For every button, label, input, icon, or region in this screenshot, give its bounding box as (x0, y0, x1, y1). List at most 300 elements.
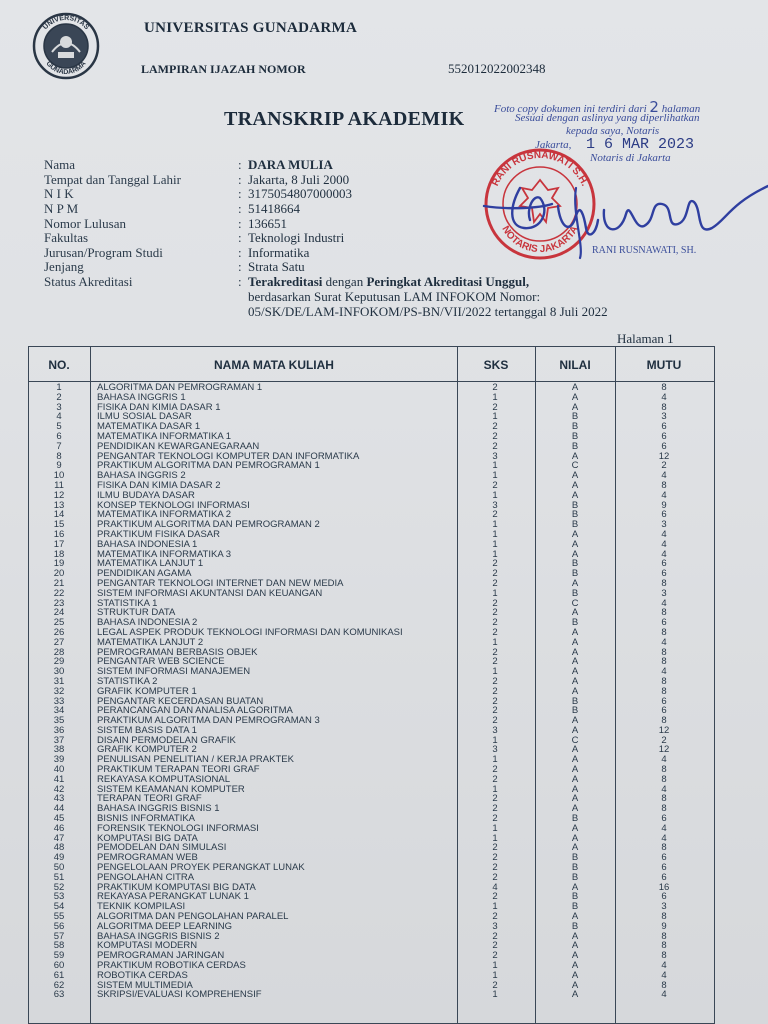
lampiran-label: LAMPIRAN IJAZAH NOMOR (141, 62, 306, 76)
course-number: 10 (53, 470, 65, 482)
course-sks: 2 (492, 803, 498, 815)
course-mutu: 4 (661, 528, 667, 540)
course-mutu: 6 (661, 705, 667, 717)
course-name: PEMODELAN DAN SIMULASI (97, 842, 227, 854)
course-name: SISTEM KEAMANAN KOMPUTER (97, 783, 245, 795)
course-name: ILMU BUDAYA DASAR (97, 489, 195, 501)
university-name: UNIVERSITAS GUNADARMA (144, 20, 358, 36)
course-grade: A (571, 675, 579, 687)
course-number: 37 (53, 734, 65, 746)
course-sks: 2 (492, 430, 498, 442)
course-sks: 2 (492, 871, 498, 883)
logo-text-bottom: GUNADARMA (44, 60, 88, 77)
course-number: 49 (53, 852, 65, 864)
course-mutu: 3 (661, 519, 667, 531)
course-name: ILMU SOSIAL DASAR (97, 411, 192, 423)
course-name: BAHASA INGGRIS BISNIS 2 (97, 930, 220, 942)
course-mutu: 8 (661, 607, 667, 619)
course-grade: A (571, 969, 579, 981)
course-mutu: 4 (661, 960, 667, 972)
course-number: 16 (53, 528, 65, 540)
course-number: 50 (53, 862, 65, 874)
course-name: ALGORITMA DEEP LEARNING (97, 920, 232, 932)
notary-line-5: Notaris di Jakarta (590, 152, 671, 164)
transcript-table (28, 346, 715, 1024)
course-name: MATEMATIKA INFORMATIKA 1 (97, 430, 232, 442)
course-number: 11 (54, 479, 64, 491)
course-number: 39 (53, 754, 65, 766)
course-mutu: 16 (658, 881, 670, 893)
course-name: PRAKTIKUM ALGORITMA DAN PEMROGRAMAN 2 (97, 519, 320, 531)
birth-label: Tempat dan Tanggal Lahir (44, 172, 181, 187)
university-logo (28, 12, 104, 80)
graduate-number-label: Nomor Lulusan (44, 216, 126, 231)
course-number: 23 (53, 597, 65, 609)
course-grade: B (571, 558, 579, 570)
course-sks: 2 (492, 656, 498, 668)
course-grade: A (571, 822, 579, 834)
course-sks: 2 (492, 568, 498, 580)
accreditation-rank: Peringkat Akreditasi Unggul, (366, 274, 530, 289)
course-sks: 1 (492, 989, 498, 1001)
course-name: MATEMATIKA LANJUT 1 (97, 558, 204, 570)
course-mutu: 6 (661, 852, 667, 864)
notary-line-3: kepada saya, Notaris (566, 125, 660, 137)
course-grade: B (571, 891, 579, 903)
course-name: KOMPUTASI BIG DATA (97, 832, 198, 844)
course-grade: A (571, 881, 579, 893)
course-grade: A (571, 960, 579, 972)
course-number: 61 (53, 969, 65, 981)
course-number: 20 (53, 568, 65, 580)
course-number: 42 (53, 783, 65, 795)
course-sks: 2 (492, 852, 498, 864)
course-sks: 1 (492, 969, 498, 981)
graduate-number-value: 136651 (248, 216, 287, 231)
header-no: NO. (48, 358, 70, 372)
course-sks: 2 (492, 930, 498, 942)
course-sks: 2 (492, 695, 498, 707)
colon: : (238, 216, 242, 231)
faculty-label: Fakultas (44, 230, 89, 245)
course-sks: 2 (492, 382, 498, 393)
level-label: Jenjang (44, 259, 84, 274)
course-grade: A (571, 401, 579, 413)
course-mutu: 12 (658, 450, 670, 462)
npm-value: 51418664 (248, 201, 300, 216)
course-sks: 1 (492, 666, 498, 678)
course-grade: B (571, 568, 579, 580)
course-grade: A (571, 832, 579, 844)
course-name: BISNIS INFORMATIKA (97, 813, 196, 825)
course-grade: B (571, 587, 579, 599)
notary-name: RANI RUSNAWATI, SH. (592, 245, 697, 256)
course-sks: 3 (492, 724, 498, 736)
course-number: 53 (53, 891, 65, 903)
course-number: 34 (53, 705, 65, 717)
course-grade: A (571, 930, 579, 942)
course-sks: 2 (492, 401, 498, 413)
course-number: 59 (53, 950, 65, 962)
course-grade: A (571, 724, 579, 736)
course-mutu: 4 (661, 538, 667, 550)
colon: : (238, 230, 242, 245)
course-mutu: 6 (661, 430, 667, 442)
course-mutu: 8 (661, 577, 667, 589)
course-sks: 1 (492, 528, 498, 540)
course-name: STATISTIKA 1 (97, 597, 158, 609)
course-sks: 2 (492, 891, 498, 903)
course-name: ROBOTIKA CERDAS (97, 969, 188, 981)
course-number: 3 (56, 401, 62, 413)
course-number: 33 (53, 695, 65, 707)
course-name: FISIKA DAN KIMIA DASAR 1 (97, 401, 221, 413)
course-grade: B (571, 871, 579, 883)
course-grade: A (571, 950, 579, 962)
course-sks: 2 (492, 862, 498, 874)
course-name: LEGAL ASPEK PRODUK TEKNOLOGI INFORMASI DAN KOMUNIKASI (97, 626, 403, 638)
course-number: 38 (53, 744, 65, 756)
course-sks: 1 (492, 519, 498, 531)
course-mutu: 4 (661, 832, 667, 844)
course-mutu: 8 (661, 656, 667, 668)
course-grade: A (571, 577, 579, 589)
notary-line-1-text: Foto copy dokumen ini terdiri dari (494, 103, 647, 115)
course-name: PENGANTAR TEKNOLOGI KOMPUTER DAN INFORMATIKA (97, 450, 360, 462)
course-mutu: 6 (661, 862, 667, 874)
course-number: 57 (53, 930, 65, 942)
colon: : (238, 201, 242, 216)
course-name: PEMROGRAMAN JARINGAN (97, 950, 225, 962)
course-name: PRAKTIKUM TERAPAN TEORI GRAF (97, 764, 260, 776)
course-grade: A (571, 773, 579, 785)
course-mutu: 6 (661, 695, 667, 707)
course-grade: A (571, 636, 579, 648)
course-name: KONSEP TEKNOLOGI INFORMASI (97, 499, 250, 511)
course-name: STATISTIKA 2 (97, 675, 158, 687)
course-sks: 2 (492, 950, 498, 962)
course-mutu: 6 (661, 617, 667, 629)
course-number: 18 (53, 548, 65, 560)
course-grade: A (571, 391, 579, 403)
course-sks: 1 (492, 548, 498, 560)
course-number: 28 (53, 646, 65, 658)
header-mutu: MUTU (646, 358, 682, 372)
course-number: 17 (53, 538, 65, 550)
course-grade: A (571, 489, 579, 501)
course-name: REKAYASA KOMPUTASIONAL (97, 773, 231, 785)
course-sks: 2 (492, 705, 498, 717)
course-name: PRAKTIKUM FISIKA DASAR (97, 528, 220, 540)
course-mutu: 4 (661, 636, 667, 648)
course-grade: B (571, 519, 579, 531)
course-mutu: 6 (661, 558, 667, 570)
course-mutu: 4 (661, 548, 667, 560)
colon: : (238, 157, 242, 172)
course-name: BAHASA INGGRIS 1 (97, 391, 186, 403)
course-sks: 1 (492, 411, 498, 423)
course-name: PEMROGRAMAN WEB (97, 852, 198, 864)
course-mutu: 2 (661, 734, 667, 746)
course-name: SISTEM BASIS DATA 1 (97, 724, 197, 736)
course-name: SISTEM INFORMASI MANAJEMEN (97, 666, 251, 678)
course-mutu: 8 (661, 764, 667, 776)
course-grade: B (571, 411, 579, 423)
course-sks: 2 (492, 813, 498, 825)
course-number: 2 (56, 391, 62, 403)
course-name: PENGANTAR KECERDASAN BUATAN (97, 695, 264, 707)
course-sks: 1 (492, 391, 498, 403)
course-sks: 1 (492, 538, 498, 550)
course-mutu: 4 (661, 822, 667, 834)
course-sks: 2 (492, 421, 498, 433)
course-grade: A (571, 450, 579, 462)
course-mutu: 8 (661, 675, 667, 687)
seal-text-top: RANI RUSNAWATI S.H. (490, 149, 590, 188)
course-number: 45 (53, 813, 65, 825)
course-mutu: 3 (661, 411, 667, 423)
course-grade: C (571, 734, 579, 746)
accreditation-line-2: berdasarkan Surat Keputusan LAM INFOKOM Nomor: (248, 289, 541, 304)
course-name: PENGELOLAAN PROYEK PERANGKAT LUNAK (97, 862, 305, 874)
course-name: PENULISAN PENELITIAN / KERJA PRAKTEK (97, 754, 294, 766)
course-grade: B (571, 862, 579, 874)
course-mutu: 3 (661, 587, 667, 599)
course-name: STRUKTUR DATA (97, 607, 176, 619)
course-grade: A (571, 626, 579, 638)
course-mutu: 8 (661, 842, 667, 854)
course-name: BAHASA INDONESIA 1 (97, 538, 198, 550)
course-grade: C (571, 460, 579, 472)
course-sks: 2 (492, 675, 498, 687)
course-grade: C (571, 597, 579, 609)
course-grade: A (571, 783, 579, 795)
course-number: 52 (53, 881, 65, 893)
course-mutu: 6 (661, 871, 667, 883)
course-name: PENGANTAR WEB SCIENCE (97, 656, 225, 668)
course-grade: B (571, 499, 579, 511)
course-number: 4 (56, 411, 62, 423)
level-value: Strata Satu (248, 259, 305, 274)
course-grade: A (571, 479, 579, 491)
course-mutu: 4 (661, 783, 667, 795)
course-mutu: 6 (661, 813, 667, 825)
course-name: PENGANTAR TEKNOLOGI INTERNET DAN NEW MEDIA (97, 577, 344, 589)
course-mutu: 8 (661, 646, 667, 658)
course-grade: A (571, 803, 579, 815)
course-grade: B (571, 705, 579, 717)
course-grade: A (571, 989, 579, 1001)
course-sks: 1 (492, 832, 498, 844)
birth-value: Jakarta, 8 Juli 2000 (248, 172, 350, 187)
course-number: 24 (53, 607, 65, 619)
course-name: KOMPUTASI MODERN (97, 940, 198, 952)
course-number: 27 (53, 636, 65, 648)
course-mutu: 3 (661, 901, 667, 913)
course-sks: 1 (492, 960, 498, 972)
course-mutu: 6 (661, 568, 667, 580)
course-number: 55 (53, 911, 65, 923)
course-sks: 2 (492, 597, 498, 609)
course-name: PRAKTIKUM ALGORITMA DAN PEMROGRAMAN 3 (97, 715, 320, 727)
course-number: 21 (53, 577, 65, 589)
notary-date-stamp: 1 6 MAR 2023 (586, 136, 695, 153)
course-sks: 2 (492, 509, 498, 521)
course-sks: 1 (492, 460, 498, 472)
course-number: 25 (53, 617, 65, 629)
course-grade: A (571, 528, 579, 540)
notary-line-1-end: halaman (661, 103, 701, 115)
course-grade: B (571, 852, 579, 864)
page-number: Halaman 1 (617, 331, 674, 346)
course-number: 40 (53, 764, 65, 776)
course-name: PRAKTIKUM KOMPUTASI BIG DATA (97, 881, 256, 893)
course-mutu: 8 (661, 626, 667, 638)
course-grade: B (571, 509, 579, 521)
course-sks: 1 (492, 754, 498, 766)
notary-signature (480, 176, 768, 260)
notary-handwritten-count: 2 (649, 98, 659, 116)
colon: : (238, 245, 242, 260)
course-mutu: 8 (661, 685, 667, 697)
course-number: 35 (53, 715, 65, 727)
course-number: 32 (53, 685, 65, 697)
course-name: REKAYASA PERANGKAT LUNAK 1 (97, 891, 249, 903)
accreditation-line-1 (248, 274, 529, 290)
course-sks: 2 (492, 440, 498, 452)
accreditation-line-3: 05/SK/DE/LAM-INFOKOM/PS-BN/VII/2022 tertanggal 8 Juli 2022 (248, 304, 608, 319)
course-number: 54 (53, 901, 65, 913)
course-mutu: 8 (661, 950, 667, 962)
course-sks: 1 (492, 822, 498, 834)
colon: : (238, 186, 242, 201)
course-number: 56 (53, 920, 65, 932)
course-mutu: 4 (661, 989, 667, 1001)
course-number: 8 (56, 450, 62, 462)
course-name: MATEMATIKA INFORMATIKA 3 (97, 548, 232, 560)
course-grade: A (571, 656, 579, 668)
course-mutu: 12 (658, 724, 670, 736)
notary-line-4: Jakarta, (535, 139, 572, 151)
course-name: MATEMATIKA LANJUT 2 (97, 636, 204, 648)
colon: : (238, 172, 242, 187)
course-sks: 2 (492, 764, 498, 776)
course-mutu: 6 (661, 891, 667, 903)
course-name: BAHASA INGGRIS 2 (97, 470, 186, 482)
course-mutu: 4 (661, 666, 667, 678)
course-name: TEKNIK KOMPILASI (97, 901, 186, 913)
colon: : (238, 274, 242, 289)
course-name: PRAKTIKUM ROBOTIKA CERDAS (97, 960, 246, 972)
course-sks: 1 (492, 489, 498, 501)
course-grade: A (571, 793, 579, 805)
course-number: 14 (53, 509, 65, 521)
course-mutu: 8 (661, 479, 667, 491)
course-number: 15 (53, 519, 65, 531)
course-mutu: 9 (661, 499, 667, 511)
course-grade: B (571, 901, 579, 913)
program-value: Informatika (248, 245, 310, 260)
document-title: TRANSKRIP AKADEMIK (224, 108, 465, 130)
course-grade: B (571, 440, 579, 452)
course-sks: 2 (492, 646, 498, 658)
course-grade: A (571, 607, 579, 619)
course-mutu: 2 (661, 460, 667, 472)
course-number: 31 (53, 675, 65, 687)
logo-text-top: UNIVERSITAS (41, 14, 91, 32)
program-label: Jurusan/Program Studi (44, 245, 163, 260)
colon: : (238, 259, 242, 274)
course-grade: A (571, 979, 579, 991)
course-sks: 1 (492, 587, 498, 599)
course-sks: 1 (492, 470, 498, 482)
course-mutu: 8 (661, 930, 667, 942)
course-name: FISIKA DAN KIMIA DASAR 2 (97, 479, 221, 491)
seal-text-bottom: NOTARIS JAKARTA (499, 224, 581, 256)
course-name: PENDIDIKAN KEWARGANEGARAAN (97, 440, 260, 452)
course-name: SISTEM MULTIMEDIA (97, 979, 193, 991)
course-mutu: 6 (661, 509, 667, 521)
table-body (29, 383, 714, 1000)
course-mutu: 12 (658, 744, 670, 756)
course-grade: B (571, 617, 579, 629)
course-sks: 4 (492, 881, 498, 893)
course-mutu: 8 (661, 911, 667, 923)
course-grade: A (571, 842, 579, 854)
course-grade: B (571, 695, 579, 707)
course-grade: B (571, 421, 579, 433)
course-name: PERANCANGAN DAN ANALISA ALGORITMA (97, 705, 293, 717)
course-name: ALGORITMA DAN PENGOLAHAN PARALEL (97, 911, 289, 923)
course-name: GRAFIK KOMPUTER 2 (97, 744, 197, 756)
course-number: 44 (53, 803, 65, 815)
course-sks: 2 (492, 773, 498, 785)
course-sks: 2 (492, 617, 498, 629)
course-number: 19 (53, 558, 65, 570)
course-mutu: 4 (661, 470, 667, 482)
course-sks: 2 (492, 626, 498, 638)
course-number: 51 (53, 871, 65, 883)
course-mutu: 6 (661, 440, 667, 452)
course-grade: A (571, 548, 579, 560)
course-mutu: 8 (661, 401, 667, 413)
course-number: 46 (53, 822, 65, 834)
course-grade: B (571, 813, 579, 825)
accreditation-label: Status Akreditasi (44, 274, 133, 289)
course-sks: 2 (492, 842, 498, 854)
faculty-value: Teknologi Industri (248, 230, 345, 245)
course-mutu: 4 (661, 489, 667, 501)
nik-label: N I K (44, 186, 74, 201)
course-number: 47 (53, 832, 65, 844)
course-number: 13 (53, 499, 65, 511)
course-sks: 2 (492, 940, 498, 952)
course-sks: 2 (492, 558, 498, 570)
course-mutu: 8 (661, 979, 667, 991)
course-grade: A (571, 685, 579, 697)
course-name: FORENSIK TEKNOLOGI INFORMASI (97, 822, 259, 834)
course-sks: 2 (492, 715, 498, 727)
course-number: 26 (53, 626, 65, 638)
course-name: MATEMATIKA INFORMATIKA 2 (97, 509, 232, 521)
course-grade: A (571, 646, 579, 658)
course-number: 6 (56, 430, 62, 442)
notary-line-2: Sesuai dengan aslinya yang diperlihatkan (515, 112, 700, 124)
table-header (29, 347, 714, 382)
course-mutu: 4 (661, 969, 667, 981)
course-mutu: 8 (661, 793, 667, 805)
student-name-value: DARA MULIA (248, 157, 333, 172)
